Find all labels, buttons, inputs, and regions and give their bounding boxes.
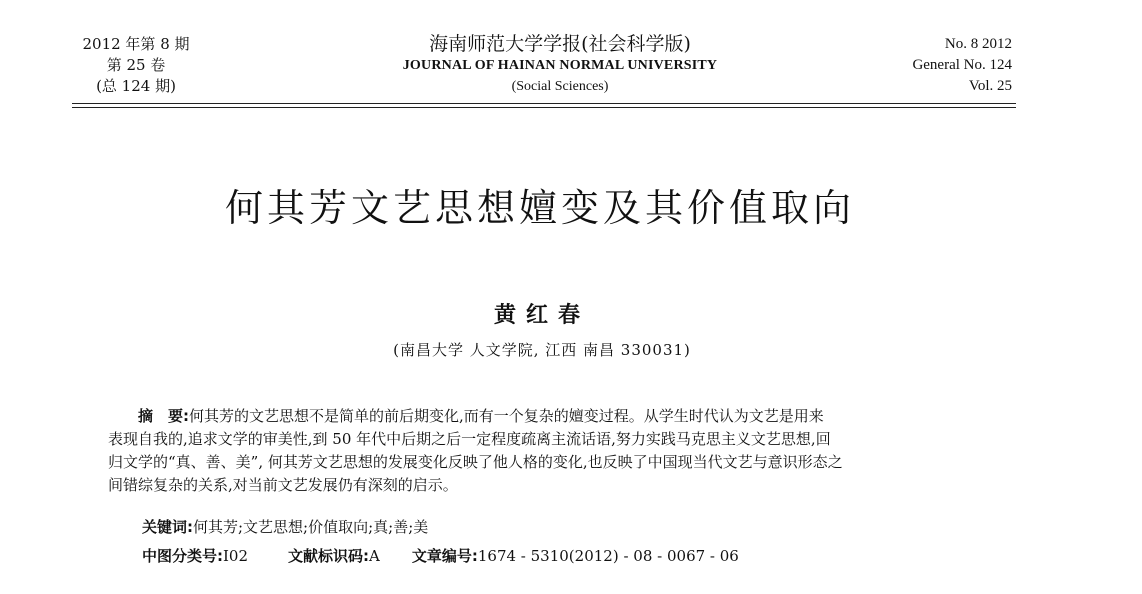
- doc-code-label: 文献标识码:: [288, 547, 370, 565]
- clc-value: I02: [223, 547, 249, 565]
- clc-label: 中图分类号:: [142, 547, 223, 565]
- author-name: 黄红春: [493, 302, 590, 328]
- journal-masthead: [330, 32, 790, 98]
- abstract-line-3: 归文学的“真、善、美”, 何其芳文艺思想的发展变化反映了他人格的变化,也反映了中国现当代文艺与意识形态之: [108, 453, 843, 471]
- volume-number: 第 25 卷: [106, 56, 166, 74]
- total-issue-number: (总 124 期): [96, 77, 176, 95]
- article-title: 何其芳文艺思想嬗变及其价值取向: [224, 186, 855, 230]
- author-affiliation: (南昌大学 人文学院, 江西 南昌 330031): [393, 341, 691, 359]
- doc-code-value: A: [369, 547, 380, 565]
- header-left-issue-info: [66, 34, 206, 97]
- header-rule-top: [72, 103, 1016, 104]
- abstract-label: 摘 要:: [138, 407, 189, 425]
- journal-title-chinese: 海南师范大学学报(社会科学版): [429, 33, 691, 55]
- journal-section-english: (Social Sciences): [511, 79, 609, 94]
- general-number-english: General No. 124: [912, 57, 1012, 73]
- article-number-label: 文章编号:: [411, 547, 478, 565]
- keywords-value: 何其芳;文艺思想;价值取向;真;善;美: [193, 518, 429, 536]
- volume-english: Vol. 25: [968, 78, 1012, 94]
- header-right-issue-info: [912, 34, 1012, 97]
- abstract-text-1: 何其芳的文艺思想不是简单的前后期变化,而有一个复杂的嬗变过程。从学生时代认为文艺是用来: [189, 407, 824, 425]
- issue-year-number: 2012 年第 8 期: [82, 35, 190, 53]
- abstract-line-4: 间错综复杂的关系,对当前文艺发展仍有深刻的启示。: [108, 476, 458, 494]
- abstract: [108, 405, 978, 497]
- journal-title-english: JOURNAL OF HAINAN NORMAL UNIVERSITY: [402, 58, 718, 73]
- issue-number-english: No. 8 2012: [944, 36, 1012, 52]
- abstract-line-2: 表现自我的,追求文学的审美性,到 50 年代中后期之后一定程度疏离主流话语,努力实践马克思主义文艺思想,回: [108, 430, 831, 448]
- keywords: [142, 516, 428, 538]
- keywords-label: 关键词:: [142, 518, 193, 536]
- abstract-line-1: [108, 405, 978, 428]
- classification-line: [142, 545, 739, 567]
- article-number-value: 1674 - 5310(2012) - 08 - 0067 - 06: [477, 547, 739, 565]
- header-rule-bottom: [72, 107, 1016, 108]
